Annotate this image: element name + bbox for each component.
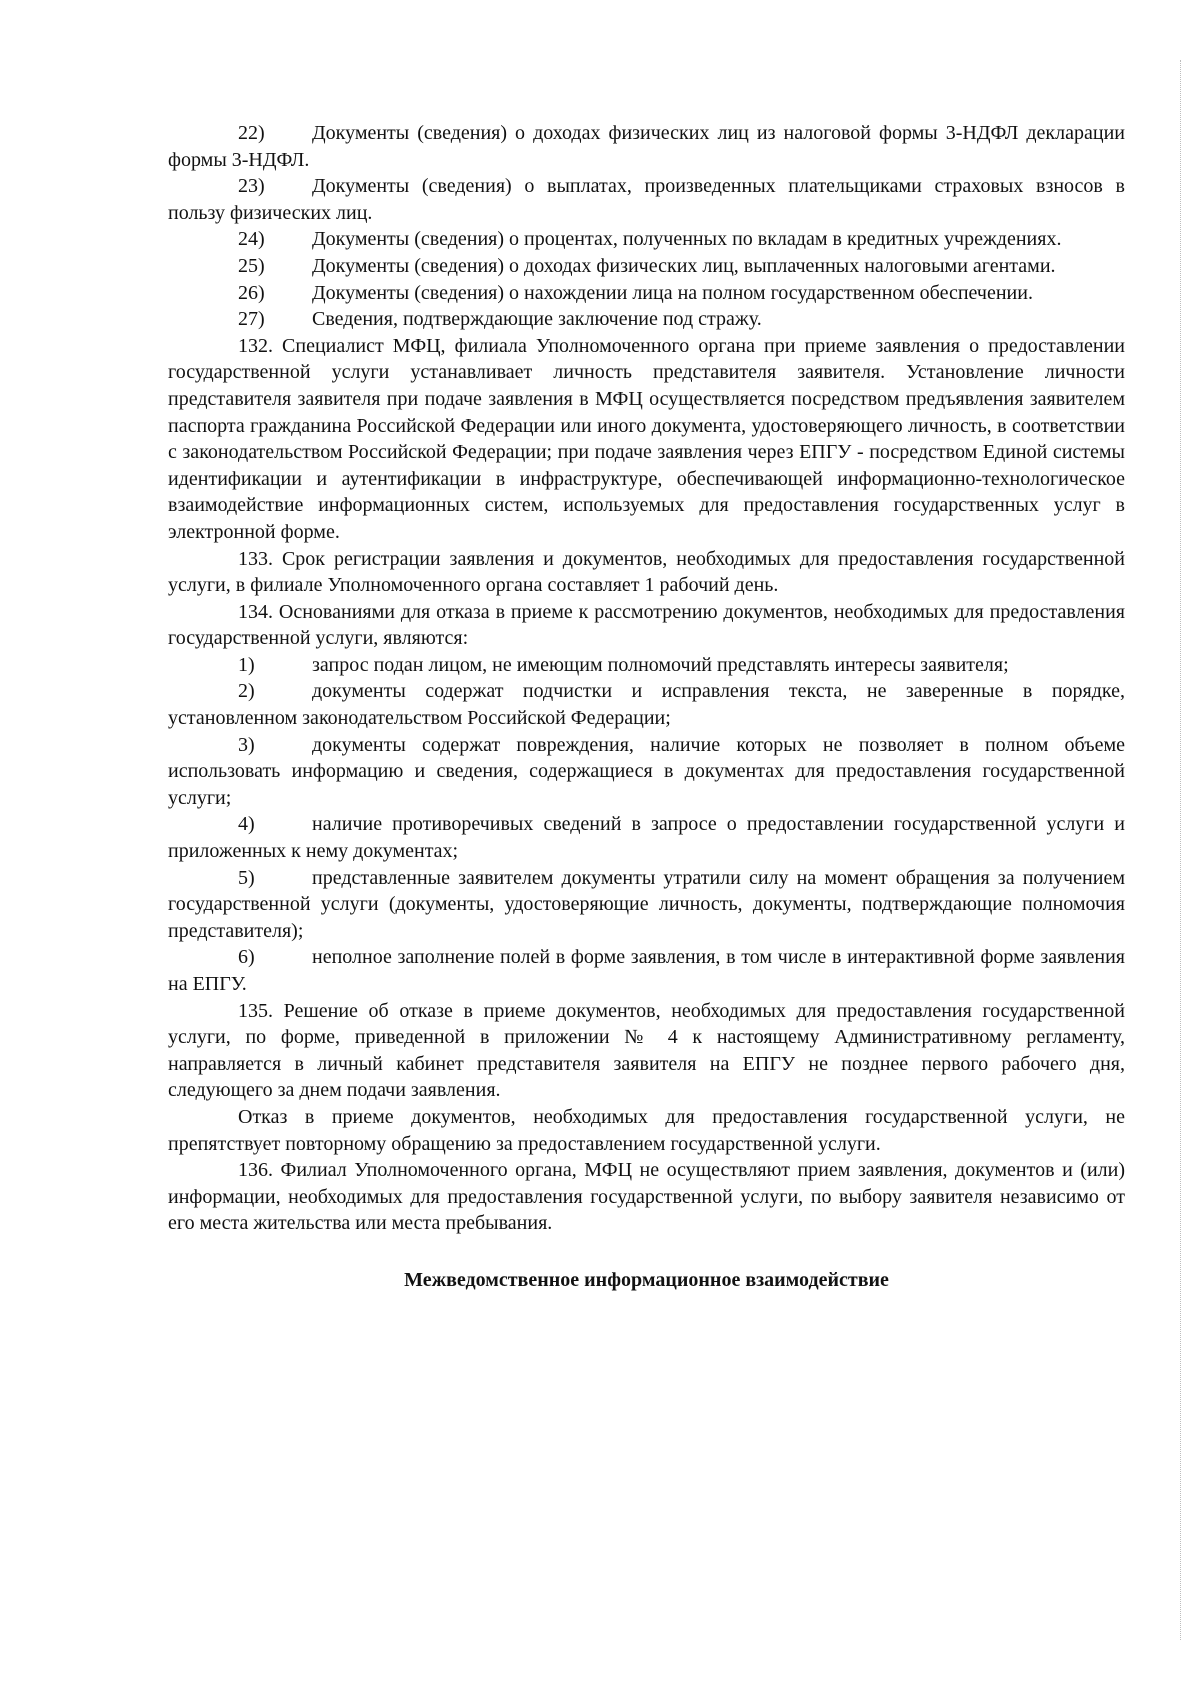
item-text: Документы (сведения) о доходах физических лиц, выплаченных налоговыми агентами.: [312, 254, 1056, 277]
item-number: 25): [238, 254, 265, 277]
document-page: [168, 120, 1125, 1294]
item-number: 2): [238, 680, 255, 703]
item-number: 24): [238, 228, 265, 251]
item-number: 1): [238, 653, 255, 676]
item-text: Документы (сведения) о процентах, полученных по вкладам в кредитных учреждениях.: [312, 228, 1062, 251]
list-item-22: [168, 120, 1125, 173]
item-number: 6): [238, 946, 255, 969]
item-text: запрос подан лицом, не имеющим полномочий представлять интересы заявителя;: [312, 653, 1009, 676]
paragraph-135: 135. Решение об отказе в приеме документов, необходимых для предоставления государственной услуги, по форме, приведенной в приложении № 4 к настоящему Административному регламенту, направляется в личный кабинет представителя заявителя на ЕПГУ не позднее первого рабочего дня, следующего за днем подачи заявления.: [168, 999, 1125, 1102]
item-text: Документы (сведения) о доходах физических лиц из налоговой формы 3-НДФЛ декларации формы 3-НДФЛ.: [168, 122, 1125, 171]
ground-item-1: [168, 652, 1125, 679]
paragraph-132: 132. Специалист МФЦ, филиала Уполномоченного органа при приеме заявления о предоставлении государственной услуги устанавливает личность представителя заявителя. Установление личности представителя заявителя при подаче заявления в МФЦ осуществляется посредством предъявления заявителем паспорта гражданина Российской Федерации или иного документа, удостоверяющего личность, в соответствии с законодательством Российской Федерации; при подаче заявления через ЕПГУ - посредством Единой системы идентификации и аутентификации в инфраструктуре, обеспечивающей информационно-технологическое взаимодействие информационных систем, используемых для предоставления государственных услуг в электронной форме.: [168, 334, 1125, 543]
list-item-27: [168, 306, 1125, 333]
item-number: 23): [238, 175, 265, 198]
ground-item-5: [168, 865, 1125, 945]
ground-item-6: [168, 944, 1125, 997]
item-number: 22): [238, 122, 265, 144]
section-heading: Межведомственное информационное взаимодействие: [404, 1268, 889, 1291]
item-number: 26): [238, 281, 265, 304]
item-text: Сведения, подтверждающие заключение под стражу.: [312, 308, 762, 331]
item-text: наличие противоречивых сведений в запросе о предоставлении государственной услуги и приложенных к нему документах;: [168, 813, 1125, 863]
item-number: 27): [238, 308, 265, 331]
scan-edge-line: [1180, 60, 1181, 1640]
item-text: неполное заполнение полей в форме заявления, в том числе в интерактивной форме заявления на ЕПГУ.: [168, 946, 1125, 995]
list-item-25: [168, 253, 1125, 280]
item-number: 3): [238, 733, 255, 756]
paragraph-133: 133. Срок регистрации заявления и документов, необходимых для предоставления государственной услуги, в филиале Уполномоченного органа составляет 1 рабочий день.: [168, 547, 1125, 597]
list-item-26: [168, 280, 1125, 307]
item-text: документы содержат подчистки и исправления текста, не заверенные в порядке, установленном законодательством Российской Федерации;: [168, 680, 1125, 730]
paragraph-135-refusal: Отказ в приеме документов, необходимых для предоставления государственной услуги, не препятствует повторному обращению за предоставлением государственной услуги.: [168, 1105, 1125, 1155]
paragraph-134: 134. Основаниями для отказа в приеме к рассмотрению документов, необходимых для предоставления государственной услуги, являются:: [168, 600, 1125, 650]
item-text: Документы (сведения) о нахождении лица на полном государственном обеспечении.: [312, 281, 1033, 304]
item-text: документы содержат повреждения, наличие которых не позволяет в полном объеме использовать информацию и сведения, содержащиеся в документах для предоставления государственной услуги;: [168, 733, 1125, 809]
item-number: 4): [238, 813, 255, 836]
paragraph-136: 136. Филиал Уполномоченного органа, МФЦ не осуществляют прием заявления, документов и (или) информации, необходимых для предоставления государственной услуги, по выбору заявителя независимо от его места жительства или места пребывания.: [168, 1159, 1125, 1235]
ground-item-3: [168, 732, 1125, 812]
ground-item-2: [168, 678, 1125, 731]
item-number: 5): [238, 866, 255, 889]
item-text: представленные заявителем документы утратили силу на момент обращения за получением государственной услуги (документы, удостоверяющие личность, документы, подтверждающие полномочия представителя);: [168, 866, 1125, 942]
list-item-23: [168, 173, 1125, 226]
ground-item-4: [168, 811, 1125, 864]
item-text: Документы (сведения) о выплатах, произведенных плательщиками страховых взносов в пользу физических лиц.: [168, 175, 1125, 224]
list-item-24: [168, 226, 1125, 253]
